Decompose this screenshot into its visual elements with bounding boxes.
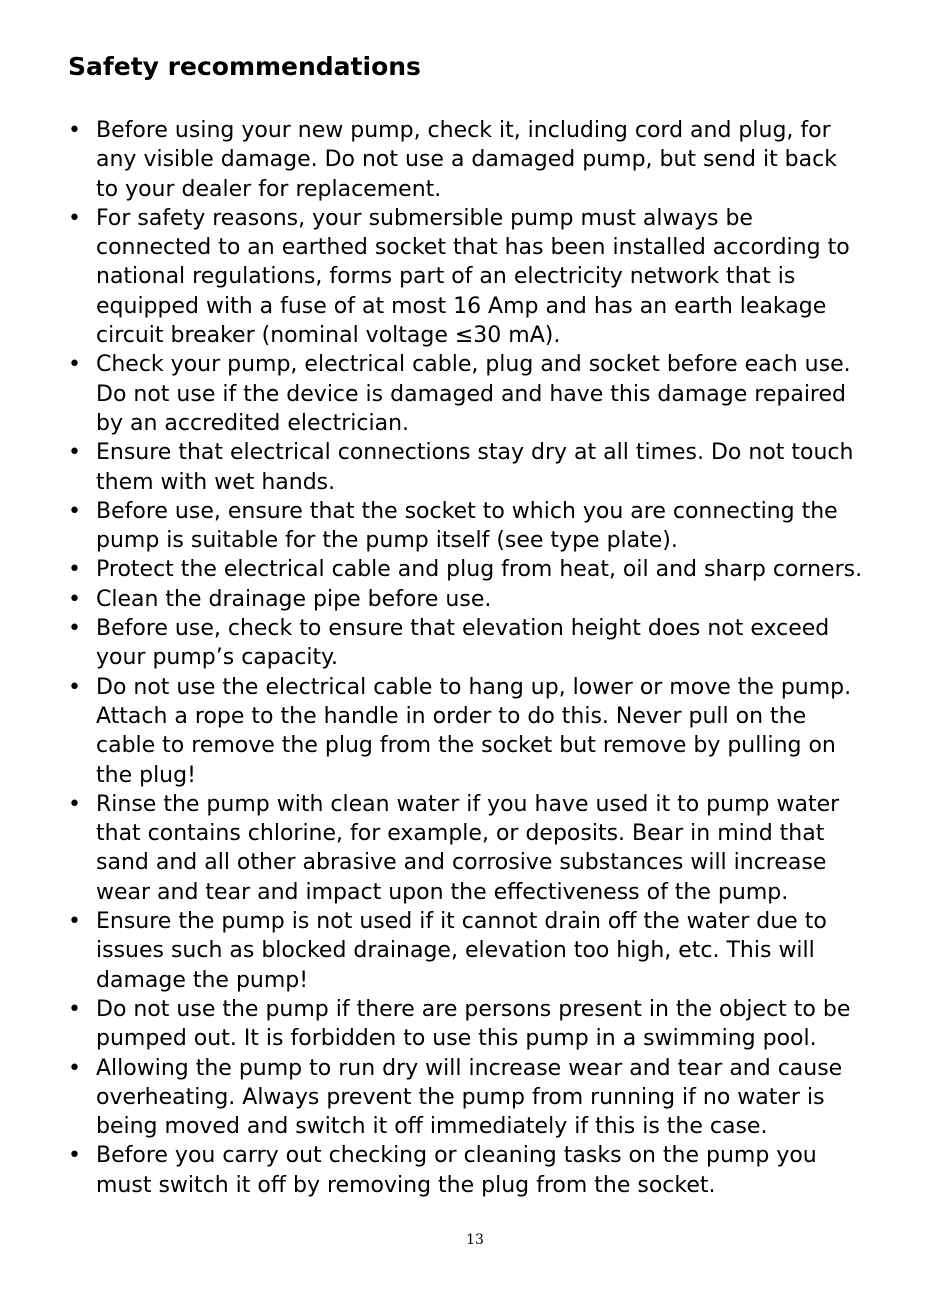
bullet-icon bbox=[68, 438, 88, 467]
bullet-icon bbox=[68, 995, 88, 1024]
list-item bbox=[66, 497, 896, 556]
list-item-text: Ensure the pump is not used if it cannot drain off the water due to issues such as blocked drainage, elevation too high, etc. This will damage the pump! bbox=[96, 909, 827, 993]
section-heading: Safety recommendations bbox=[68, 52, 421, 81]
list-item bbox=[66, 116, 896, 204]
list-item bbox=[66, 995, 896, 1054]
bullet-icon bbox=[68, 116, 88, 145]
list-item-text: Protect the electrical cable and plug from heat, oil and sharp corners. bbox=[96, 557, 863, 583]
list-item-text: Before use, check to ensure that elevation height does not exceed your pump’s capacity. bbox=[96, 616, 830, 671]
bullet-icon bbox=[68, 585, 88, 614]
list-item bbox=[66, 1054, 896, 1142]
list-item bbox=[66, 673, 896, 790]
list-item bbox=[66, 204, 896, 350]
page-number: 13 bbox=[466, 1232, 484, 1248]
list-item-text: Rinse the pump with clean water if you have used it to pump water that contains chlorine, for example, or deposits. Bear in mind that sand and all other abrasive and corrosive substances will increase wear and tear and impact upon the effectiveness of the pump. bbox=[96, 791, 840, 905]
list-item-text: Do not use the electrical cable to hang up, lower or move the pump. Attach a rope to the handle in order to do this. Never pull on the cable to remove the plug from the socket but remove by pulling on the plug! bbox=[96, 674, 852, 788]
bullet-icon bbox=[68, 204, 88, 233]
list-item bbox=[66, 585, 896, 614]
list-item bbox=[66, 350, 896, 438]
list-item-text: Clean the drainage pipe before use. bbox=[96, 586, 492, 612]
bullet-icon bbox=[68, 1141, 88, 1170]
bullet-icon bbox=[68, 497, 88, 526]
bullet-icon bbox=[68, 907, 88, 936]
safety-recommendations-list bbox=[66, 116, 896, 1200]
list-item bbox=[66, 614, 896, 673]
list-item-text: Before use, ensure that the socket to which you are connecting the pump is suitable for the pump itself (see type plate). bbox=[96, 498, 838, 554]
bullet-icon bbox=[68, 555, 88, 584]
list-item-text: Ensure that electrical connections stay dry at all times. Do not touch them with wet hands. bbox=[96, 440, 854, 495]
list-item-text: Before you carry out checking or cleaning tasks on the pump you must switch it off by removing the plug from the socket. bbox=[96, 1143, 817, 1198]
list-item bbox=[66, 1141, 896, 1200]
list-item bbox=[66, 438, 896, 497]
list-item bbox=[66, 555, 896, 584]
bullet-icon bbox=[68, 1054, 88, 1083]
list-item-text: For safety reasons, your submersible pump must always be connected to an earthed socket that has been installed according to national regulations, forms part of an electricity network that is equipped with a fuse of at most 16 Amp and has an earth leakage circuit breaker (nominal voltage ≤30 mA). bbox=[96, 205, 850, 349]
bullet-icon bbox=[68, 614, 88, 643]
bullet-icon bbox=[68, 673, 88, 702]
bullet-icon bbox=[68, 790, 88, 819]
list-item-text: Check your pump, electrical cable, plug and socket before each use. Do not use if the device is damaged and have this damage repaired by an accredited electrician. bbox=[96, 352, 851, 436]
bullet-icon bbox=[68, 350, 88, 379]
list-item-text: Before using your new pump, check it, including cord and plug, for any visible damage. Do not use a damaged pump, but send it back to your dealer for replacement. bbox=[96, 118, 837, 202]
list-item bbox=[66, 907, 896, 995]
list-item-text: Do not use the pump if there are persons present in the object to be pumped out. It is forbidden to use this pump in a swimming pool. bbox=[96, 996, 851, 1052]
list-item-text: Allowing the pump to run dry will increase wear and tear and cause overheating. Always prevent the pump from running if no water is being moved and switch it off immediately if this is the case. bbox=[96, 1055, 843, 1140]
list-item bbox=[66, 790, 896, 907]
